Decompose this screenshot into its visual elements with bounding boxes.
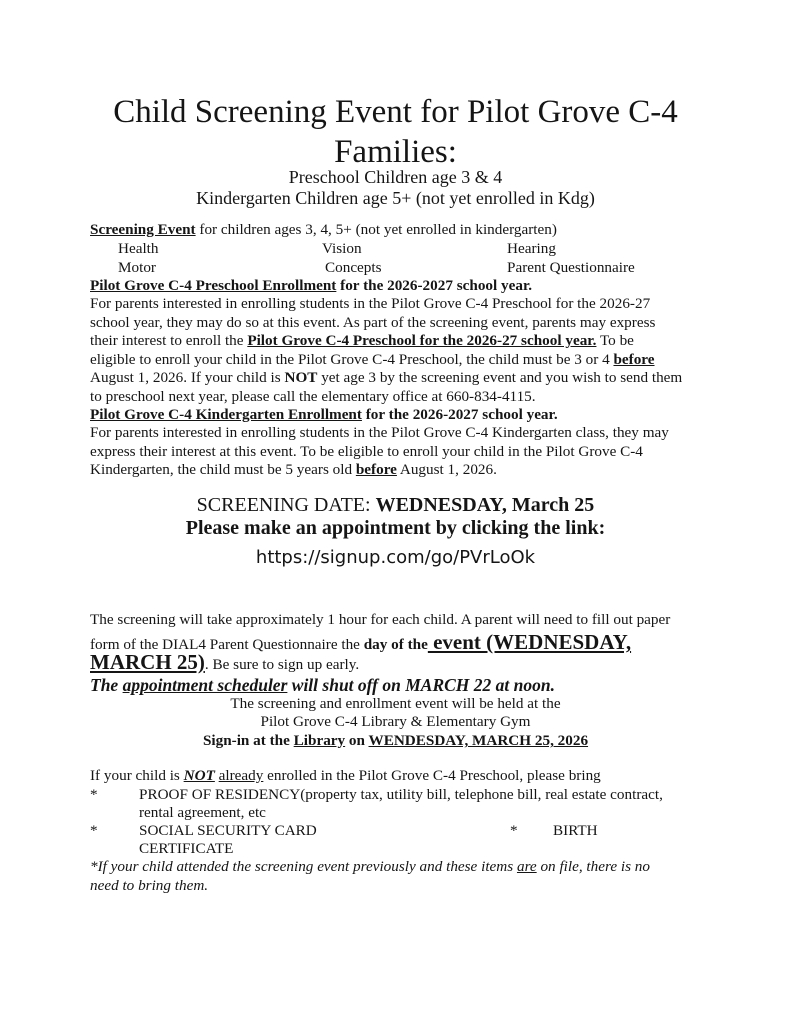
- bring-intro-text: If your child is: [90, 767, 184, 784]
- screening-item-vision: Vision: [322, 240, 362, 257]
- previous-screening-note-1: [90, 857, 650, 876]
- subtitle-line-1: Preschool Children age 3 & 4: [288, 167, 503, 187]
- subtitle-line-2: Kindergarten Children age 5+ (not yet enrolled in Kdg): [196, 188, 595, 208]
- preschool-line-5-text: August 1, 2026. If your child is: [90, 369, 285, 386]
- bullet-birth: *: [510, 822, 518, 839]
- preschool-heading-rest: for the 2026-2027 school year.: [336, 277, 533, 294]
- sign-in-line: [0, 731, 791, 750]
- sign-in-library: Library: [293, 732, 346, 749]
- bring-not: NOT: [183, 767, 215, 784]
- note-end: on file, there is no: [536, 858, 650, 875]
- event-location-line-2: Pilot Grove C-4 Library & Elementary Gym: [260, 713, 531, 730]
- screening-item-parent-questionnaire: Parent Questionnaire: [507, 259, 635, 276]
- previous-screening-note-2: need to bring them.: [90, 877, 209, 894]
- preschool-line-3-text: their interest to enroll the: [90, 332, 248, 349]
- screening-item-motor: Motor: [118, 259, 156, 276]
- details-day-of: day of the: [363, 636, 428, 653]
- bring-intro: [90, 766, 601, 785]
- preschool-line-3-emphasis: Pilot Grove C-4 Preschool for the 2026-27 school year.: [247, 332, 597, 349]
- kindergarten-heading-line: [90, 405, 558, 424]
- kindergarten-line-1: For parents interested in enrolling students in the Pilot Grove C-4 Kindergarten class, they may: [90, 424, 669, 441]
- screening-intro: [90, 220, 557, 239]
- details-line-1: The screening will take approximately 1 hour for each child. A parent will need to fill out paper: [90, 611, 671, 628]
- screening-item-concepts: Concepts: [325, 259, 382, 276]
- appointment-instruction: Please make an appointment by clicking the link:: [185, 517, 606, 539]
- details-line-2-text: form of the DIAL4 Parent Questionnaire the: [90, 636, 364, 653]
- preschool-line-3: [90, 331, 634, 350]
- sign-in-on: on: [345, 732, 369, 749]
- appointment-scheduler: appointment scheduler: [122, 675, 288, 695]
- preschool-line-1: For parents interested in enrolling students in the Pilot Grove C-4 Preschool for the 2026-27: [90, 295, 651, 312]
- shutoff-notice-end: will shut off on MARCH 22 at noon.: [287, 675, 556, 695]
- screening-date-label: SCREENING DATE:: [196, 494, 376, 516]
- bullet-residency: *: [90, 786, 98, 803]
- preschool-line-5-end: yet age 3 by the screening event and you wish to send them: [317, 369, 683, 386]
- bring-already: already: [218, 767, 264, 784]
- details-sign-up-early: . Be sure to sign up early.: [204, 656, 360, 673]
- shutoff-notice-start: The: [90, 675, 123, 695]
- preschool-not: NOT: [284, 369, 318, 386]
- preschool-heading-line: [90, 276, 532, 295]
- kindergarten-line-2: express their interest at this event. To be eligible to enroll your child in the Pilot Grove C-4: [90, 443, 643, 460]
- details-line-3: [90, 650, 359, 677]
- event-location-line-1: The screening and enrollment event will be held at the: [230, 695, 561, 712]
- kindergarten-line-3-end: August 1, 2026.: [396, 461, 497, 478]
- screening-item-health: Health: [118, 240, 159, 257]
- birth-label: BIRTH: [553, 822, 598, 839]
- certificate-label: CERTIFICATE: [139, 840, 234, 857]
- screening-item-hearing: Hearing: [507, 240, 556, 257]
- screening-date: [0, 493, 791, 517]
- residency-line-1: PROOF OF RESIDENCY(property tax, utility bill, telephone bill, real estate contract,: [139, 786, 663, 803]
- scheduler-shutoff-notice: [90, 674, 555, 696]
- screening-date-value: WEDNESDAY, March 25: [375, 494, 595, 516]
- title-line-1: Child Screening Event for Pilot Grove C-4: [113, 94, 678, 130]
- screening-heading: Screening Event: [90, 221, 196, 238]
- note-are: are: [516, 858, 537, 875]
- preschool-line-3-end: To be: [596, 332, 634, 349]
- preschool-line-5: [90, 368, 682, 387]
- kindergarten-line-3: [90, 460, 497, 479]
- bring-intro-end: enrolled in the Pilot Grove C-4 Preschool, please bring: [263, 767, 601, 784]
- preschool-line-4-text: eligible to enroll your child in the Pilot Grove C-4 Preschool, the child must be 3 or 4: [90, 351, 614, 368]
- kindergarten-heading-rest: for the 2026-2027 school year.: [361, 406, 558, 423]
- sign-in-text: Sign-in at the: [202, 732, 294, 749]
- signup-link[interactable]: https://signup.com/go/PVrLoOk: [255, 547, 536, 568]
- preschool-line-2: school year, they may do so at this event. As part of the screening event, parents may express: [90, 314, 656, 331]
- social-security-card: SOCIAL SECURITY CARD: [139, 822, 317, 839]
- kindergarten-before: before: [355, 461, 397, 478]
- title-line-2: Families:: [334, 134, 457, 170]
- kindergarten-heading: Pilot Grove C-4 Kindergarten Enrollment: [90, 406, 362, 423]
- bullet-social-security: *: [90, 822, 98, 839]
- preschool-before: before: [613, 351, 655, 368]
- preschool-line-4: [90, 350, 655, 369]
- details-march-25: MARCH 25): [90, 650, 205, 674]
- note-text: *If your child attended the screening event previously and these items: [90, 858, 517, 875]
- preschool-heading: Pilot Grove C-4 Preschool Enrollment: [90, 277, 337, 294]
- residency-line-2: rental agreement, etc: [139, 804, 266, 821]
- preschool-line-6: to preschool next year, please call the elementary office at 660-834-4115.: [90, 388, 536, 405]
- kindergarten-line-3-text: Kindergarten, the child must be 5 years old: [90, 461, 356, 478]
- sign-in-date: WENDESDAY, MARCH 25, 2026: [368, 732, 589, 749]
- details-event-date: event (WEDNESDAY,: [427, 630, 632, 654]
- screening-intro-text: for children ages 3, 4, 5+ (not yet enrolled in kindergarten): [195, 221, 557, 238]
